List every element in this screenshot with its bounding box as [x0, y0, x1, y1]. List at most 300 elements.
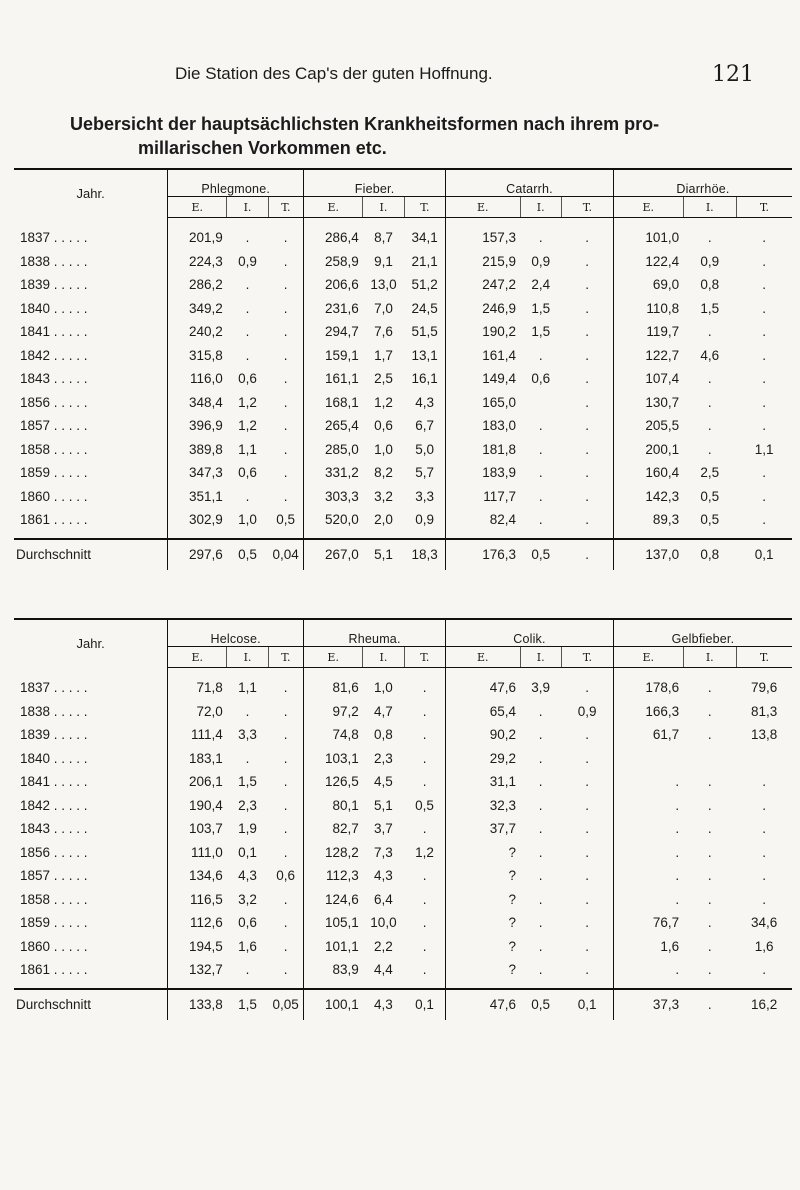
value-cell: 10,0	[370, 915, 397, 931]
table-1-body	[14, 218, 792, 570]
value-cell: 4,3	[374, 868, 393, 884]
subheader-i: I.	[683, 647, 736, 668]
value-cell: .	[707, 844, 712, 860]
value-cell: 130,7	[613, 391, 683, 415]
value-cell: 1,5	[227, 989, 268, 1020]
value-cell: 111,4	[191, 727, 223, 743]
value-cell: 24,5	[411, 300, 438, 316]
value-cell: 8,2	[374, 465, 393, 481]
value-cell: 165,0	[446, 391, 520, 415]
value-cell: 13,1	[411, 347, 438, 363]
year-column-header: Jahr.	[14, 169, 168, 218]
value-cell: .	[683, 989, 736, 1020]
table-row	[14, 297, 792, 321]
value-cell: 7,6	[374, 324, 393, 340]
value-cell: 4,3	[238, 868, 257, 884]
spacer-cell	[304, 532, 363, 539]
value-cell: 0,5	[700, 488, 720, 504]
value-cell: 205,5	[613, 414, 683, 438]
average-row	[14, 539, 792, 570]
value-cell: ?	[446, 911, 520, 935]
disease-table-1	[14, 168, 792, 570]
value-cell: .	[283, 962, 288, 978]
value-cell: 206,6	[304, 273, 363, 297]
group-header-gelbfieber: Gelbfieber.	[613, 619, 792, 647]
value-cell: .	[538, 488, 543, 504]
value-cell: 3,2	[374, 488, 393, 504]
spacer-cell	[14, 982, 168, 989]
value-cell: .	[585, 915, 590, 931]
value-cell	[613, 747, 683, 771]
subheader-e: E.	[446, 647, 520, 668]
subheader-e: E.	[304, 197, 363, 218]
value-cell: 200,1	[613, 438, 683, 462]
subheader-t: T.	[268, 197, 303, 218]
value-cell: .	[707, 821, 712, 837]
value-cell: .	[283, 488, 288, 504]
value-cell: .	[538, 750, 543, 766]
value-cell: .	[538, 703, 543, 719]
year-cell: 1840 . . . . .	[14, 297, 168, 321]
value-cell: 116,5	[190, 891, 223, 907]
value-cell: .	[422, 774, 427, 790]
table-row	[14, 911, 792, 935]
value-cell: .	[762, 844, 767, 860]
value-cell: 134,6	[189, 868, 223, 884]
spacer-cell	[683, 982, 736, 989]
value-cell: 0,9	[238, 253, 257, 269]
value-cell: 0,6	[238, 465, 257, 481]
spacer-cell	[14, 532, 168, 539]
value-cell: 0,9	[700, 253, 720, 269]
subheader-e: E.	[168, 197, 227, 218]
value-cell: 117,7	[446, 485, 520, 509]
value-cell: .	[538, 727, 543, 743]
spacer-cell	[520, 982, 561, 989]
value-cell: .	[762, 371, 767, 387]
table-row	[14, 250, 792, 274]
year-cell: 1841 . . . . .	[14, 320, 168, 344]
value-cell: 215,9	[446, 250, 520, 274]
value-cell: .	[585, 891, 590, 907]
value-cell: 90,2	[446, 723, 520, 747]
value-cell: .	[707, 418, 712, 434]
spacer-cell	[561, 982, 613, 989]
subheader-i: I.	[363, 647, 404, 668]
value-cell: .	[283, 418, 288, 434]
table-row	[14, 344, 792, 368]
value-cell: .	[283, 371, 288, 387]
value-cell: .	[538, 418, 543, 434]
value-cell: 183,1	[189, 750, 223, 766]
value-cell: .	[283, 277, 288, 293]
spacer-cell	[736, 532, 792, 539]
value-cell: 122,4	[613, 250, 683, 274]
value-cell: .	[585, 750, 590, 766]
value-cell: .	[422, 821, 427, 837]
subheader-e: E.	[446, 197, 520, 218]
value-cell: 122,7	[613, 344, 683, 368]
year-cell: 1856 . . . . .	[14, 391, 168, 415]
value-cell: 7,0	[374, 300, 393, 316]
value-cell: .	[585, 774, 590, 790]
value-cell: 0,8	[700, 277, 720, 293]
year-cell: 1860 . . . . .	[14, 485, 168, 509]
value-cell: 5,0	[415, 441, 434, 457]
year-cell: 1837 . . . . .	[14, 668, 168, 700]
value-cell: .	[283, 915, 288, 931]
value-cell: .	[585, 844, 590, 860]
value-cell: .	[707, 441, 712, 457]
year-cell: 1859 . . . . .	[14, 911, 168, 935]
value-cell: .	[245, 230, 250, 246]
group-header-catarrh: Catarrh.	[446, 169, 614, 197]
table-row	[14, 794, 792, 818]
subheader-t: T.	[736, 647, 792, 668]
value-cell: 351,1	[189, 488, 223, 504]
value-cell	[520, 391, 561, 415]
value-cell: .	[538, 938, 543, 954]
value-cell: 82,4	[446, 508, 520, 532]
value-cell: 4,6	[700, 347, 720, 363]
value-cell: .	[283, 703, 288, 719]
value-cell: .	[283, 727, 288, 743]
value-cell: .	[585, 962, 590, 978]
value-cell: .	[245, 750, 250, 766]
value-cell: 0,05	[268, 989, 303, 1020]
subheader-i: I.	[520, 197, 561, 218]
subheader-e: E.	[613, 197, 683, 218]
value-cell: 190,4	[189, 797, 223, 813]
value-cell: 111,0	[191, 844, 223, 860]
spacer-row	[14, 532, 792, 539]
average-label: Durchschnitt	[14, 539, 168, 570]
value-cell: .	[422, 703, 427, 719]
spacer-cell	[227, 532, 268, 539]
value-cell: .	[283, 441, 288, 457]
value-cell: .	[707, 962, 712, 978]
year-cell: 1858 . . . . .	[14, 438, 168, 462]
value-cell	[736, 747, 792, 771]
value-cell: 126,5	[304, 770, 363, 794]
value-cell: .	[283, 230, 288, 246]
subheader-t: T.	[268, 647, 303, 668]
value-cell: 128,2	[304, 841, 363, 865]
value-cell: .	[538, 347, 543, 363]
table-row	[14, 747, 792, 771]
value-cell: 348,4	[189, 394, 223, 410]
value-cell: 2,5	[700, 465, 720, 481]
value-cell: 65,4	[446, 700, 520, 724]
value-cell: .	[707, 703, 712, 719]
value-cell: .	[585, 465, 590, 481]
value-cell: .	[585, 797, 590, 813]
year-cell: 1839 . . . . .	[14, 273, 168, 297]
value-cell: .	[422, 962, 427, 978]
value-cell: 0,5	[700, 512, 720, 528]
year-cell: 1843 . . . . .	[14, 817, 168, 841]
value-cell: 181,8	[446, 438, 520, 462]
table-row	[14, 367, 792, 391]
value-cell: .	[762, 418, 767, 434]
year-column-header: Jahr.	[14, 619, 168, 668]
value-cell: 1,6	[613, 935, 683, 959]
year-cell: 1859 . . . . .	[14, 461, 168, 485]
subheader-t: T.	[404, 647, 445, 668]
value-cell: .	[762, 488, 767, 504]
value-cell: 3,9	[531, 680, 551, 696]
value-cell: 71,8	[196, 680, 223, 696]
spacer-cell	[268, 982, 303, 989]
table-row	[14, 817, 792, 841]
table-row	[14, 438, 792, 462]
value-cell: .	[245, 300, 250, 316]
value-cell: 0,6	[276, 868, 296, 884]
value-cell: 124,6	[304, 888, 363, 912]
value-cell: 81,3	[751, 703, 778, 719]
value-cell: 1,1	[238, 680, 257, 696]
value-cell: 3,7	[374, 821, 393, 837]
value-cell: .	[245, 324, 250, 340]
spacer-cell	[683, 532, 736, 539]
table-row	[14, 668, 792, 700]
value-cell: 21,1	[411, 253, 438, 269]
value-cell: 286,4	[304, 218, 363, 250]
spacer-cell	[268, 532, 303, 539]
spacer-cell	[404, 532, 445, 539]
value-cell: .	[538, 844, 543, 860]
spacer-cell	[561, 532, 613, 539]
value-cell: 331,2	[304, 461, 363, 485]
value-cell: .	[585, 821, 590, 837]
value-cell: .	[283, 844, 288, 860]
value-cell: .	[283, 680, 288, 696]
value-cell: 190,2	[446, 320, 520, 344]
average-row	[14, 989, 792, 1020]
value-cell: 37,7	[446, 817, 520, 841]
value-cell: 4,7	[374, 703, 393, 719]
value-cell: .	[422, 938, 427, 954]
value-cell: 105,1	[304, 911, 363, 935]
subheader-e: E.	[613, 647, 683, 668]
value-cell: 51,2	[411, 277, 438, 293]
value-cell: 116,0	[190, 371, 223, 387]
spacer-cell	[363, 532, 404, 539]
value-cell: 18,3	[404, 539, 445, 570]
value-cell: 79,6	[751, 680, 778, 696]
value-cell: 0,9	[415, 512, 434, 528]
value-cell: 2,5	[374, 371, 393, 387]
value-cell: .	[283, 750, 288, 766]
value-cell: .	[762, 465, 767, 481]
table-row	[14, 273, 792, 297]
value-cell: .	[283, 938, 288, 954]
value-cell: .	[585, 418, 590, 434]
value-cell: .	[283, 821, 288, 837]
value-cell: .	[422, 915, 427, 931]
page-number: 121	[712, 62, 754, 87]
value-cell: 47,6	[446, 668, 520, 700]
table-row	[14, 723, 792, 747]
value-cell: 37,3	[613, 989, 683, 1020]
running-title: Die Station des Cap's der guten Hoffnung.	[175, 64, 493, 83]
value-cell: 0,6	[238, 915, 257, 931]
value-cell: 3,3	[415, 488, 434, 504]
value-cell: 1,2	[238, 394, 257, 410]
value-cell: 1,1	[238, 441, 257, 457]
value-cell: .	[585, 512, 590, 528]
year-cell: 1861 . . . . .	[14, 508, 168, 532]
value-cell: .	[613, 864, 683, 888]
value-cell: 246,9	[446, 297, 520, 321]
value-cell: 0,04	[268, 539, 303, 570]
value-cell: 80,1	[304, 794, 363, 818]
value-cell: .	[585, 324, 590, 340]
value-cell: .	[422, 868, 427, 884]
value-cell: 7,3	[374, 844, 393, 860]
value-cell: 1,6	[754, 938, 774, 954]
subheader-t: T.	[561, 647, 613, 668]
value-cell: 4,3	[363, 989, 404, 1020]
table-row	[14, 508, 792, 532]
value-cell: 349,2	[189, 300, 223, 316]
value-cell: .	[707, 774, 712, 790]
value-cell: ?	[446, 935, 520, 959]
subheader-t: T.	[736, 197, 792, 218]
value-cell: .	[707, 938, 712, 954]
subheader-t: T.	[561, 197, 613, 218]
value-cell: 13,0	[370, 277, 397, 293]
value-cell: 112,3	[304, 864, 363, 888]
value-cell: ?	[446, 888, 520, 912]
value-cell: 157,3	[446, 218, 520, 250]
table-row	[14, 935, 792, 959]
value-cell: 0,1	[736, 539, 792, 570]
value-cell: 1,2	[415, 844, 434, 860]
value-cell: .	[585, 371, 590, 387]
value-cell: 303,3	[304, 485, 363, 509]
value-cell: 2,3	[374, 750, 393, 766]
value-cell: .	[585, 938, 590, 954]
value-cell: .	[585, 394, 590, 410]
subheader-i: I.	[227, 197, 268, 218]
value-cell: 32,3	[446, 794, 520, 818]
value-cell: .	[762, 230, 767, 246]
value-cell: .	[538, 797, 543, 813]
subheader-i: I.	[683, 197, 736, 218]
value-cell: .	[283, 347, 288, 363]
value-cell: 520,0	[304, 508, 363, 532]
value-cell: 61,7	[613, 723, 683, 747]
value-cell: 142,3	[613, 485, 683, 509]
value-cell: .	[245, 277, 250, 293]
spacer-cell	[520, 532, 561, 539]
value-cell: 0,5	[276, 512, 296, 528]
value-cell: .	[538, 512, 543, 528]
value-cell: .	[245, 962, 250, 978]
value-cell: 0,8	[683, 539, 736, 570]
value-cell: 34,6	[751, 915, 778, 931]
value-cell: .	[538, 821, 543, 837]
table-row	[14, 485, 792, 509]
value-cell: 265,4	[304, 414, 363, 438]
year-cell: 1857 . . . . .	[14, 414, 168, 438]
value-cell: 267,0	[304, 539, 363, 570]
value-cell: 0,1	[238, 844, 257, 860]
spacer-row	[14, 982, 792, 989]
value-cell: .	[585, 441, 590, 457]
value-cell: 4,4	[374, 962, 393, 978]
heading-line-2: millarischen Vorkommen etc.	[138, 138, 387, 158]
value-cell: 240,2	[189, 324, 223, 340]
value-cell: .	[762, 347, 767, 363]
value-cell: ?	[446, 841, 520, 865]
value-cell: .	[585, 680, 590, 696]
value-cell: .	[707, 394, 712, 410]
value-cell: 0,6	[531, 371, 551, 387]
value-cell: ?	[446, 864, 520, 888]
value-cell	[683, 747, 736, 771]
value-cell: 83,9	[304, 958, 363, 982]
spacer-cell	[304, 982, 363, 989]
value-cell: 1,0	[238, 512, 257, 528]
value-cell: .	[707, 230, 712, 246]
value-cell: 206,1	[189, 774, 223, 790]
value-cell: 103,7	[189, 821, 223, 837]
value-cell: .	[762, 512, 767, 528]
value-cell: 0,8	[374, 727, 393, 743]
value-cell: .	[707, 680, 712, 696]
spacer-cell	[404, 982, 445, 989]
disease-table-2	[14, 618, 792, 1020]
table-row	[14, 218, 792, 250]
value-cell: 0,5	[520, 539, 561, 570]
value-cell: 137,0	[613, 539, 683, 570]
value-cell: .	[707, 371, 712, 387]
value-cell: 315,8	[189, 347, 223, 363]
value-cell: .	[585, 727, 590, 743]
value-cell: 1,5	[531, 324, 551, 340]
value-cell: 1,5	[531, 300, 551, 316]
value-cell: 168,1	[304, 391, 363, 415]
running-header	[0, 64, 800, 94]
value-cell: 89,3	[613, 508, 683, 532]
value-cell: .	[283, 394, 288, 410]
table-row	[14, 414, 792, 438]
value-cell: 72,0	[196, 703, 223, 719]
value-cell: 3,2	[238, 891, 257, 907]
value-cell: 112,6	[190, 915, 223, 931]
value-cell: 231,6	[304, 297, 363, 321]
value-cell: 34,1	[411, 230, 438, 246]
value-cell: 119,7	[613, 320, 683, 344]
value-cell: 16,2	[736, 989, 792, 1020]
value-cell: 396,9	[189, 418, 223, 434]
year-cell: 1840 . . . . .	[14, 747, 168, 771]
value-cell: .	[585, 868, 590, 884]
spacer-cell	[168, 982, 227, 989]
value-cell: 0,9	[577, 703, 597, 719]
group-header-helcose: Helcose.	[210, 632, 261, 646]
value-cell: 13,8	[751, 727, 778, 743]
value-cell: 4,5	[374, 774, 393, 790]
value-cell: .	[538, 915, 543, 931]
value-cell: ?	[446, 958, 520, 982]
spacer-cell	[613, 982, 683, 989]
value-cell: 2,3	[238, 797, 257, 813]
value-cell: 176,3	[446, 539, 520, 570]
spacer-cell	[446, 982, 520, 989]
